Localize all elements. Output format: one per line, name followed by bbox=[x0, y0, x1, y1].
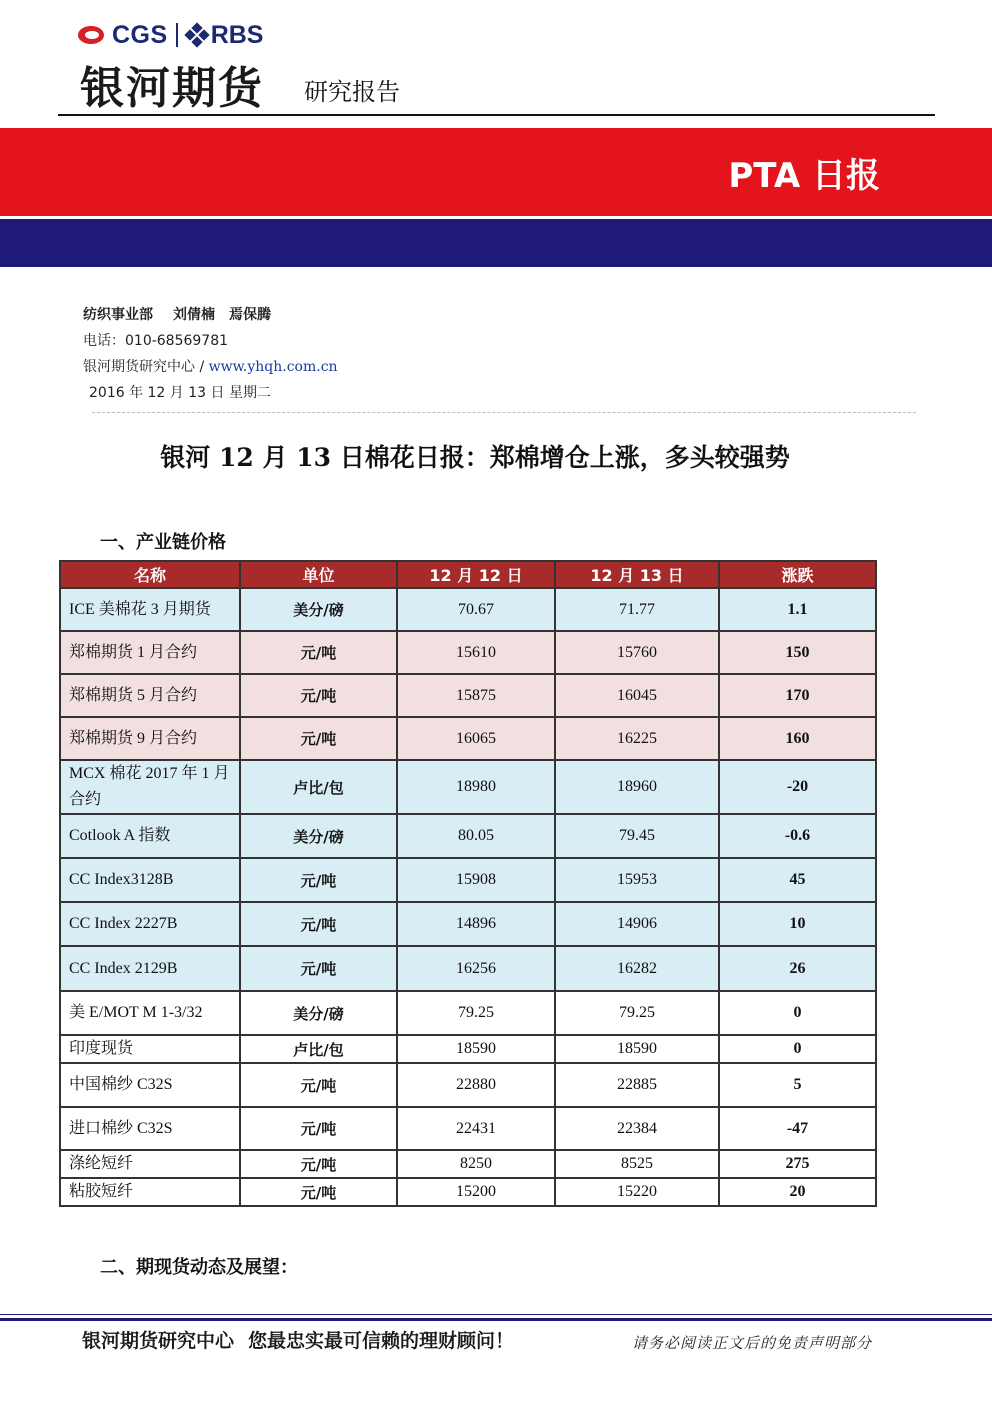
price-dec12: 15908 bbox=[397, 858, 555, 902]
price-dec12: 15610 bbox=[397, 631, 555, 674]
column-header: 名称 bbox=[60, 561, 240, 588]
price-dec13: 71.77 bbox=[555, 588, 719, 631]
table-row bbox=[60, 991, 876, 1035]
price-change: 275 bbox=[719, 1150, 876, 1178]
report-type: 研究报告 bbox=[304, 78, 400, 106]
table-row bbox=[60, 631, 876, 674]
column-header: 单位 bbox=[240, 561, 397, 588]
company-logo bbox=[78, 20, 263, 50]
price-dec13: 8525 bbox=[555, 1150, 719, 1178]
analyst-name: 焉保腾 bbox=[229, 307, 271, 323]
price-dec13: 15953 bbox=[555, 858, 719, 902]
item-name: 印度现货 bbox=[60, 1035, 240, 1063]
price-dec12: 70.67 bbox=[397, 588, 555, 631]
price-dec12: 8250 bbox=[397, 1150, 555, 1178]
price-dec13: 15220 bbox=[555, 1178, 719, 1206]
item-unit: 美分/磅 bbox=[240, 588, 397, 631]
price-dec13: 16225 bbox=[555, 717, 719, 760]
research-center-line bbox=[83, 356, 338, 376]
price-change: 20 bbox=[719, 1178, 876, 1206]
price-dec12: 15200 bbox=[397, 1178, 555, 1206]
item-unit: 元/吨 bbox=[240, 858, 397, 902]
phone: 电话：010-68569781 bbox=[83, 333, 229, 349]
item-unit: 元/吨 bbox=[240, 946, 397, 991]
price-change: -20 bbox=[719, 760, 876, 814]
analyst-name: 刘倩楠 bbox=[173, 307, 215, 323]
item-unit: 美分/磅 bbox=[240, 814, 397, 858]
department: 纺织事业部 bbox=[83, 307, 153, 323]
price-dec12: 22431 bbox=[397, 1107, 555, 1150]
item-name: CC Index3128B bbox=[60, 858, 240, 902]
table-row bbox=[60, 1107, 876, 1150]
item-unit: 元/吨 bbox=[240, 1178, 397, 1206]
item-unit: 卢比/包 bbox=[240, 1035, 397, 1063]
price-change: -0.6 bbox=[719, 814, 876, 858]
table-row bbox=[60, 902, 876, 946]
price-dec13: 14906 bbox=[555, 902, 719, 946]
banner-title: PTA 日报 bbox=[728, 156, 880, 196]
footer-divider bbox=[0, 1314, 992, 1315]
price-change: 160 bbox=[719, 717, 876, 760]
price-dec13: 79.45 bbox=[555, 814, 719, 858]
dashed-divider bbox=[92, 412, 916, 413]
cgs-logo-icon bbox=[78, 24, 108, 46]
item-name: 进口棉纱 C32S bbox=[60, 1107, 240, 1150]
table-row bbox=[60, 1178, 876, 1206]
price-dec12: 79.25 bbox=[397, 991, 555, 1035]
price-dec12: 18980 bbox=[397, 760, 555, 814]
table-row bbox=[60, 1035, 876, 1063]
price-dec13: 22885 bbox=[555, 1063, 719, 1107]
price-change: 10 bbox=[719, 902, 876, 946]
table-row bbox=[60, 674, 876, 717]
footer-divider bbox=[0, 1318, 992, 1321]
item-unit: 元/吨 bbox=[240, 1063, 397, 1107]
column-header: 12 月 13 日 bbox=[555, 561, 719, 588]
section-heading: 二、期现货动态及展望： bbox=[100, 1257, 298, 1278]
price-dec12: 80.05 bbox=[397, 814, 555, 858]
table-row bbox=[60, 946, 876, 991]
price-dec13: 22384 bbox=[555, 1107, 719, 1150]
item-name: 郑棉期货 1 月合约 bbox=[60, 631, 240, 674]
price-dec13: 18960 bbox=[555, 760, 719, 814]
price-dec13: 18590 bbox=[555, 1035, 719, 1063]
table-row bbox=[60, 814, 876, 858]
price-change: 150 bbox=[719, 631, 876, 674]
item-unit: 元/吨 bbox=[240, 631, 397, 674]
brand-title: 银河期货 bbox=[80, 63, 264, 114]
table-row bbox=[60, 1150, 876, 1178]
footer-tagline: 您最忠实最可信赖的理财顾问！ bbox=[248, 1330, 515, 1352]
item-name: ICE 美棉花 3 月期货 bbox=[60, 588, 240, 631]
table-row bbox=[60, 588, 876, 631]
item-unit: 元/吨 bbox=[240, 1107, 397, 1150]
item-name: 郑棉期货 9 月合约 bbox=[60, 717, 240, 760]
column-header: 涨跌 bbox=[719, 561, 876, 588]
item-unit: 元/吨 bbox=[240, 717, 397, 760]
report-date: 2016 年 12 月 13 日 星期二 bbox=[89, 385, 271, 401]
price-dec12: 22880 bbox=[397, 1063, 555, 1107]
price-change: 26 bbox=[719, 946, 876, 991]
price-change: -47 bbox=[719, 1107, 876, 1150]
item-unit: 美分/磅 bbox=[240, 991, 397, 1035]
price-change: 170 bbox=[719, 674, 876, 717]
table-row bbox=[60, 1063, 876, 1107]
footer-slogan bbox=[82, 1326, 514, 1353]
item-name: CC Index 2129B bbox=[60, 946, 240, 991]
rbs-logo-icon bbox=[186, 24, 208, 46]
price-change: 1.1 bbox=[719, 588, 876, 631]
price-dec12: 16256 bbox=[397, 946, 555, 991]
section-heading: 一、产业链价格 bbox=[100, 532, 226, 553]
item-unit: 元/吨 bbox=[240, 674, 397, 717]
price-dec13: 16282 bbox=[555, 946, 719, 991]
item-unit: 元/吨 bbox=[240, 1150, 397, 1178]
item-name: 涤纶短纤 bbox=[60, 1150, 240, 1178]
price-change: 45 bbox=[719, 858, 876, 902]
main-title: 银河 12 月 13 日棉花日报：郑棉增仓上涨，多头较强势 bbox=[160, 443, 790, 472]
cgs-logo-text: CGS bbox=[112, 20, 168, 49]
item-name: 郑棉期货 5 月合约 bbox=[60, 674, 240, 717]
website-link[interactable]: www.yhqh.com.cn bbox=[208, 359, 338, 375]
table-header-row bbox=[60, 561, 876, 588]
price-dec13: 15760 bbox=[555, 631, 719, 674]
footer-disclaimer: 请务必阅读正文后的免责声明部分 bbox=[632, 1334, 873, 1352]
item-name: 美 E/MOT M 1-3/32 bbox=[60, 991, 240, 1035]
item-unit: 卢比/包 bbox=[240, 760, 397, 814]
price-dec13: 79.25 bbox=[555, 991, 719, 1035]
price-dec12: 16065 bbox=[397, 717, 555, 760]
table-row bbox=[60, 717, 876, 760]
price-change: 5 bbox=[719, 1063, 876, 1107]
price-dec12: 14896 bbox=[397, 902, 555, 946]
column-header: 12 月 12 日 bbox=[397, 561, 555, 588]
table-row bbox=[60, 858, 876, 902]
price-change: 0 bbox=[719, 991, 876, 1035]
item-unit: 元/吨 bbox=[240, 902, 397, 946]
table-row bbox=[60, 760, 876, 814]
price-table bbox=[59, 560, 877, 1207]
footer-center-name: 银河期货研究中心 bbox=[82, 1330, 235, 1352]
item-name: MCX 棉花 2017 年 1 月合约 bbox=[60, 760, 240, 814]
research-center: 银河期货研究中心 / bbox=[83, 359, 209, 375]
banner-blue-band bbox=[0, 219, 992, 267]
price-dec12: 18590 bbox=[397, 1035, 555, 1063]
price-dec13: 16045 bbox=[555, 674, 719, 717]
author-line bbox=[83, 304, 271, 324]
rbs-logo-text: RBS bbox=[210, 20, 264, 49]
logo-divider bbox=[176, 23, 178, 47]
price-dec12: 15875 bbox=[397, 674, 555, 717]
item-name: CC Index 2227B bbox=[60, 902, 240, 946]
item-name: 粘胶短纤 bbox=[60, 1178, 240, 1206]
header-divider bbox=[58, 114, 935, 116]
item-name: Cotlook A 指数 bbox=[60, 814, 240, 858]
price-change: 0 bbox=[719, 1035, 876, 1063]
item-name: 中国棉纱 C32S bbox=[60, 1063, 240, 1107]
